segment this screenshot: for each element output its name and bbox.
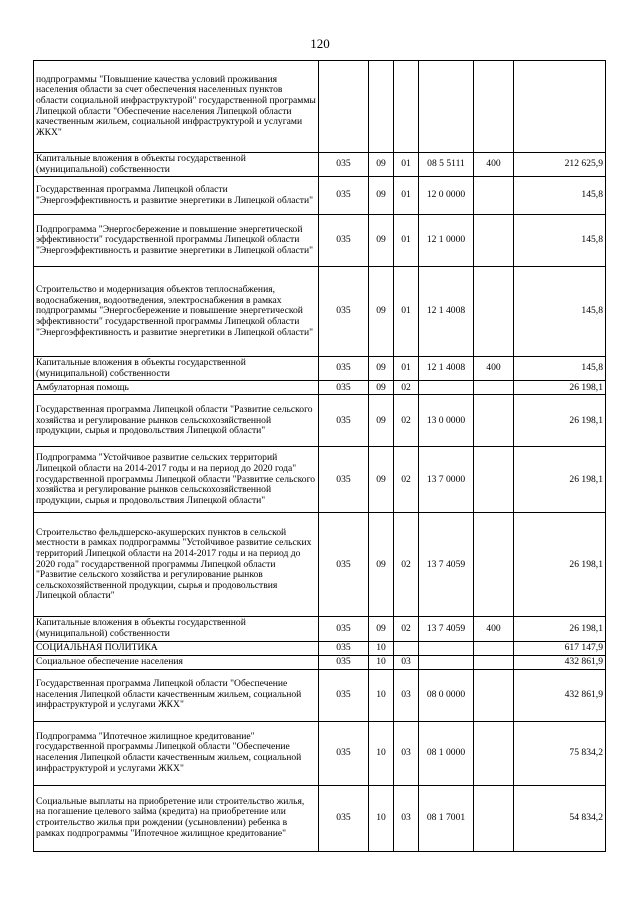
subsection-code	[394, 61, 419, 153]
section-code: 09	[369, 617, 394, 641]
section-code: 09	[369, 513, 394, 617]
ministry-code: 035	[319, 447, 369, 513]
subsection-code: 03	[394, 785, 419, 851]
row-name: Социальное обеспечение населения	[34, 655, 319, 669]
row-name: Строительство фельдшерско-акушерских пунктов в сельской местности в рамках подпрограммы "Устойчивое развитие сельских территорий Липецкой области на 2014-2017 годы и на период до 2020 года" государственной программы Липецкой области "Развитие сельского хозяйства и регулирование рынков сельскохозяйственной продукции, сырья и продовольствия Липецкой области"	[34, 513, 319, 617]
section-code: 09	[369, 153, 394, 177]
row-name: Капитальные вложения в объекты государственной (муниципальной) собственности	[34, 357, 319, 381]
row-name: Амбулаторная помощь	[34, 381, 319, 395]
ministry-code: 035	[319, 641, 369, 655]
table-row	[34, 177, 606, 215]
row-amount	[514, 61, 606, 153]
row-name: Капитальные вложения в объекты государственной (муниципальной) собственности	[34, 617, 319, 641]
target-article: 12 1 4008	[419, 267, 474, 357]
subsection-code: 02	[394, 513, 419, 617]
table-body	[34, 61, 606, 852]
table-row	[34, 513, 606, 617]
ministry-code: 035	[319, 669, 369, 721]
subsection-code	[394, 641, 419, 655]
table-row	[34, 641, 606, 655]
ministry-code: 035	[319, 267, 369, 357]
subsection-code: 02	[394, 395, 419, 447]
expense-type	[474, 61, 514, 153]
target-article: 12 1 4008	[419, 357, 474, 381]
row-amount: 145,8	[514, 357, 606, 381]
table-row	[34, 381, 606, 395]
subsection-code: 01	[394, 357, 419, 381]
row-amount: 432 861,9	[514, 669, 606, 721]
row-amount: 212 625,9	[514, 153, 606, 177]
section-code: 09	[369, 357, 394, 381]
table-row	[34, 357, 606, 381]
section-code: 10	[369, 785, 394, 851]
row-name: Капитальные вложения в объекты государственной (муниципальной) собственности	[34, 153, 319, 177]
expense-type	[474, 785, 514, 851]
subsection-code: 01	[394, 215, 419, 267]
row-amount: 145,8	[514, 215, 606, 267]
row-amount: 617 147,9	[514, 641, 606, 655]
target-article: 08 5 5111	[419, 153, 474, 177]
row-name: Подпрограмма "Энергосбережение и повышение энергетической эффективности" государственной программы Липецкой области "Энергоэффективность и развитие энергетики в Липецкой области"	[34, 215, 319, 267]
expense-type: 400	[474, 357, 514, 381]
ministry-code: 035	[319, 785, 369, 851]
ministry-code	[319, 61, 369, 153]
target-article: 13 7 4059	[419, 617, 474, 641]
target-article: 13 7 0000	[419, 447, 474, 513]
row-amount: 26 198,1	[514, 513, 606, 617]
target-article	[419, 61, 474, 153]
ministry-code: 035	[319, 215, 369, 267]
table-row	[34, 215, 606, 267]
ministry-code: 035	[319, 617, 369, 641]
row-name: Государственная программа Липецкой области "Энергоэффективность и развитие энергетики в Липецкой области"	[34, 177, 319, 215]
ministry-code: 035	[319, 721, 369, 785]
budget-table	[33, 60, 606, 852]
row-amount: 26 198,1	[514, 447, 606, 513]
row-amount: 145,8	[514, 267, 606, 357]
ministry-code: 035	[319, 381, 369, 395]
target-article: 13 0 0000	[419, 395, 474, 447]
subsection-code: 02	[394, 617, 419, 641]
target-article	[419, 641, 474, 655]
expense-type	[474, 381, 514, 395]
table-row	[34, 617, 606, 641]
row-amount: 26 198,1	[514, 617, 606, 641]
row-amount: 26 198,1	[514, 381, 606, 395]
target-article: 08 1 0000	[419, 721, 474, 785]
row-name: Государственная программа Липецкой области "Развитие сельского хозяйства и регулирование рынков сельскохозяйственной продукции, сырья и продовольствия Липецкой области"	[34, 395, 319, 447]
row-name: Социальные выплаты на приобретение или строительство жилья, на погашение целевого займа (кредита) на приобретение или строительство жилья при рождении (усыновлении) ребенка в рамках подпрограммы "Ипотечное жилищное кредитование"	[34, 785, 319, 851]
subsection-code: 02	[394, 447, 419, 513]
table-row	[34, 61, 606, 153]
ministry-code: 035	[319, 513, 369, 617]
row-name: Подпрограмма "Ипотечное жилищное кредитование" государственной программы Липецкой области "Обеспечение населения Липецкой области качественным жильем, социальной инфраструктурой и услугами ЖКХ"	[34, 721, 319, 785]
ministry-code: 035	[319, 357, 369, 381]
section-code: 09	[369, 395, 394, 447]
row-name: подпрограммы "Повышение качества условий проживания населения области за счет обеспечения населенных пунктов области социальной инфраструктурой" государственной программы Липецкой области "Обеспечение населения Липецкой области качественным жильем, социальной инфраструктурой и услугами ЖКХ"	[34, 61, 319, 153]
section-code: 09	[369, 177, 394, 215]
row-name: СОЦИАЛЬНАЯ ПОЛИТИКА	[34, 641, 319, 655]
subsection-code: 03	[394, 655, 419, 669]
row-amount: 75 834,2	[514, 721, 606, 785]
ministry-code: 035	[319, 395, 369, 447]
expense-type	[474, 655, 514, 669]
subsection-code: 01	[394, 177, 419, 215]
target-article: 12 1 0000	[419, 215, 474, 267]
subsection-code: 01	[394, 153, 419, 177]
section-code: 10	[369, 655, 394, 669]
expense-type	[474, 669, 514, 721]
section-code	[369, 61, 394, 153]
table-row	[34, 447, 606, 513]
target-article: 13 7 4059	[419, 513, 474, 617]
row-amount: 54 834,2	[514, 785, 606, 851]
target-article: 08 1 7001	[419, 785, 474, 851]
expense-type	[474, 447, 514, 513]
section-code: 09	[369, 267, 394, 357]
table-row	[34, 785, 606, 851]
row-amount: 145,8	[514, 177, 606, 215]
expense-type	[474, 267, 514, 357]
row-amount: 26 198,1	[514, 395, 606, 447]
expense-type	[474, 721, 514, 785]
expense-type	[474, 395, 514, 447]
target-article	[419, 655, 474, 669]
table-row	[34, 267, 606, 357]
subsection-code: 03	[394, 721, 419, 785]
table-row	[34, 395, 606, 447]
expense-type	[474, 513, 514, 617]
table-row	[34, 655, 606, 669]
subsection-code: 01	[394, 267, 419, 357]
row-amount: 432 861,9	[514, 655, 606, 669]
page-number: 120	[310, 36, 330, 51]
section-code: 09	[369, 381, 394, 395]
row-name: Подпрограмма "Устойчивое развитие сельских территорий Липецкой области на 2014-2017 годы и на период до 2020 года" государственной программы Липецкой области "Развитие сельского хозяйства и регулирование рынков сельскохозяйственной продукции, сырья и продовольствия Липецкой области"	[34, 447, 319, 513]
table-row	[34, 669, 606, 721]
ministry-code: 035	[319, 177, 369, 215]
target-article: 12 0 0000	[419, 177, 474, 215]
section-code: 10	[369, 669, 394, 721]
expense-type: 400	[474, 617, 514, 641]
table-row	[34, 721, 606, 785]
row-name: Государственная программа Липецкой области "Обеспечение населения Липецкой области качественным жильем, социальной инфраструктурой и услугами ЖКХ"	[34, 669, 319, 721]
section-code: 10	[369, 721, 394, 785]
ministry-code: 035	[319, 655, 369, 669]
ministry-code: 035	[319, 153, 369, 177]
expense-type	[474, 177, 514, 215]
subsection-code: 03	[394, 669, 419, 721]
expense-type: 400	[474, 153, 514, 177]
expense-type	[474, 641, 514, 655]
section-code: 09	[369, 447, 394, 513]
section-code: 09	[369, 215, 394, 267]
subsection-code: 02	[394, 381, 419, 395]
row-name: Строительство и модернизация объектов теплоснабжения, водоснабжения, водоотведения, электроснабжения в рамках подпрограммы "Энергосбережение и повышение энергетической эффективности" государственной программы Липецкой области "Энергоэффективность и развитие энергетики в Липецкой области"	[34, 267, 319, 357]
table-row	[34, 153, 606, 177]
section-code: 10	[369, 641, 394, 655]
expense-type	[474, 215, 514, 267]
target-article: 08 0 0000	[419, 669, 474, 721]
target-article	[419, 381, 474, 395]
